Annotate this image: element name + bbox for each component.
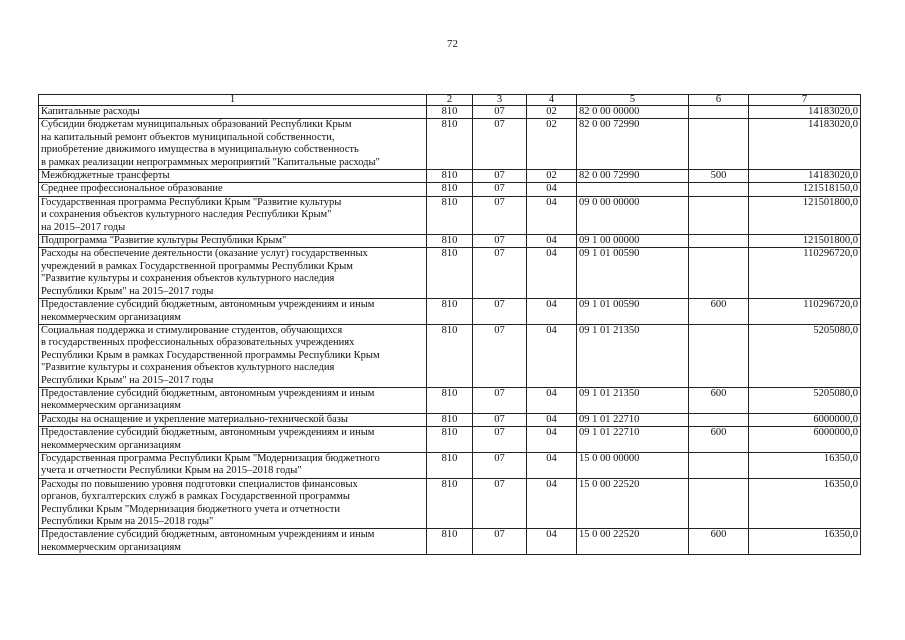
row-description	[39, 299, 427, 325]
ministry-code: 810	[427, 299, 473, 325]
amount-value: 121501800,0	[749, 196, 861, 234]
row-description-line: в государственных профессиональных образовательных учреждениях	[41, 337, 355, 349]
amount-value: 16350,0	[749, 478, 861, 529]
row-description-line: Предоставление субсидий бюджетным, автономным учреждениям и иным	[41, 529, 375, 541]
row-description-line: Предоставление субсидий бюджетным, автономным учреждениям и иным	[41, 387, 375, 399]
expense-type-code	[689, 106, 749, 119]
expense-type-code	[689, 196, 749, 234]
expense-type-code	[689, 235, 749, 248]
expense-type-code: 500	[689, 170, 749, 183]
table-row	[39, 427, 861, 453]
expense-type-code	[689, 413, 749, 426]
table-row	[39, 235, 861, 248]
row-description	[39, 170, 427, 183]
row-description	[39, 478, 427, 529]
amount-value: 14183020,0	[749, 106, 861, 119]
table-row	[39, 324, 861, 387]
table-row	[39, 387, 861, 413]
expense-type-code: 600	[689, 387, 749, 413]
target-article-code: 09 0 00 00000	[577, 196, 689, 234]
amount-value: 16350,0	[749, 529, 861, 555]
row-description-line: Республики Крым" на 2015–2017 годы	[41, 285, 214, 297]
subsection-code: 04	[527, 235, 577, 248]
row-description	[39, 452, 427, 478]
target-article-code: 09 1 01 21350	[577, 387, 689, 413]
target-article-code: 09 1 01 22710	[577, 427, 689, 453]
expense-type-code	[689, 183, 749, 196]
table-row	[39, 413, 861, 426]
amount-value: 14183020,0	[749, 119, 861, 170]
subsection-code: 04	[527, 183, 577, 196]
section-code: 07	[473, 119, 527, 170]
row-description	[39, 196, 427, 234]
ministry-code: 810	[427, 235, 473, 248]
row-description-line: Социальная поддержка и стимулирование студентов, обучающихся	[41, 324, 343, 336]
amount-value: 121501800,0	[749, 235, 861, 248]
amount-value: 14183020,0	[749, 170, 861, 183]
amount-value: 6000000,0	[749, 413, 861, 426]
header-cell: 4	[527, 95, 577, 106]
ministry-code: 810	[427, 452, 473, 478]
table-header-row	[39, 95, 861, 106]
row-description-line: и сохранения объектов культурного наследия Республики Крым"	[41, 209, 332, 221]
row-description-line: Субсидии бюджетам муниципальных образований Республики Крым	[41, 119, 352, 131]
target-article-code: 09 1 01 21350	[577, 324, 689, 387]
row-description-line: учреждений в рамках Государственной программы Республики Крым	[41, 260, 353, 272]
header-cell: 7	[749, 95, 861, 106]
row-description-line: на капитальный ремонт объектов муниципальной собственности,	[41, 131, 335, 143]
section-code: 07	[473, 478, 527, 529]
amount-value: 121518150,0	[749, 183, 861, 196]
table-row	[39, 248, 861, 299]
row-description-line: некоммерческим организациям	[41, 541, 181, 553]
ministry-code: 810	[427, 183, 473, 196]
row-description	[39, 387, 427, 413]
row-description-line: учета и отчетности Республики Крым на 2015–2018 годы"	[41, 465, 302, 477]
target-article-code: 15 0 00 22520	[577, 529, 689, 555]
row-description-line: органов, бухгалтерских служб в рамках Государственной программы	[41, 491, 350, 503]
amount-value: 110296720,0	[749, 299, 861, 325]
target-article-code: 82 0 00 00000	[577, 106, 689, 119]
table-row	[39, 196, 861, 234]
table-row	[39, 452, 861, 478]
table-row	[39, 119, 861, 170]
table-row	[39, 529, 861, 555]
section-code: 07	[473, 324, 527, 387]
table-row	[39, 478, 861, 529]
row-description-line: Межбюджетные трансферты	[41, 170, 170, 182]
amount-value: 16350,0	[749, 452, 861, 478]
row-description	[39, 324, 427, 387]
row-description-line: некоммерческим организациям	[41, 311, 181, 323]
section-code: 07	[473, 196, 527, 234]
expense-type-code: 600	[689, 427, 749, 453]
row-description	[39, 427, 427, 453]
expense-type-code: 600	[689, 299, 749, 325]
subsection-code: 04	[527, 427, 577, 453]
subsection-code: 04	[527, 413, 577, 426]
row-description-line: в рамках реализации непрограммных мероприятий "Капитальные расходы"	[41, 156, 380, 168]
row-description-line: Предоставление субсидий бюджетным, автономным учреждениям и иным	[41, 299, 375, 311]
row-description-line: Расходы на оснащение и укрепление материально-технической базы	[41, 413, 348, 425]
target-article-code: 09 1 01 00590	[577, 299, 689, 325]
header-cell: 2	[427, 95, 473, 106]
page-number: 72	[447, 38, 458, 50]
ministry-code: 810	[427, 427, 473, 453]
subsection-code: 04	[527, 248, 577, 299]
header-cell: 3	[473, 95, 527, 106]
row-description-line: приобретение движимого имущества в муниципальную собственность	[41, 144, 359, 156]
row-description-line: некоммерческим организациям	[41, 400, 181, 412]
table-row	[39, 170, 861, 183]
target-article-code: 82 0 00 72990	[577, 119, 689, 170]
row-description-line: Республики Крым" на 2015–2017 годы	[41, 374, 214, 386]
row-description	[39, 119, 427, 170]
subsection-code: 04	[527, 478, 577, 529]
ministry-code: 810	[427, 387, 473, 413]
ministry-code: 810	[427, 106, 473, 119]
row-description-line: на 2015–2017 годы	[41, 221, 126, 233]
ministry-code: 810	[427, 196, 473, 234]
header-cell: 5	[577, 95, 689, 106]
expense-type-code	[689, 324, 749, 387]
amount-value: 5205080,0	[749, 324, 861, 387]
expense-type-code	[689, 452, 749, 478]
subsection-code: 04	[527, 452, 577, 478]
section-code: 07	[473, 106, 527, 119]
amount-value: 6000000,0	[749, 427, 861, 453]
section-code: 07	[473, 183, 527, 196]
expense-type-code	[689, 119, 749, 170]
budget-table	[38, 94, 861, 555]
section-code: 07	[473, 235, 527, 248]
target-article-code: 15 0 00 00000	[577, 452, 689, 478]
target-article-code: 82 0 00 72990	[577, 170, 689, 183]
row-description	[39, 106, 427, 119]
section-code: 07	[473, 248, 527, 299]
row-description-line: Республики Крым в рамках Государственной программы Республики Крым	[41, 349, 380, 361]
target-article-code	[577, 183, 689, 196]
ministry-code: 810	[427, 170, 473, 183]
ministry-code: 810	[427, 324, 473, 387]
subsection-code: 04	[527, 324, 577, 387]
ministry-code: 810	[427, 248, 473, 299]
subsection-code: 02	[527, 119, 577, 170]
ministry-code: 810	[427, 413, 473, 426]
subsection-code: 04	[527, 529, 577, 555]
row-description	[39, 248, 427, 299]
amount-value: 110296720,0	[749, 248, 861, 299]
ministry-code: 810	[427, 119, 473, 170]
header-cell: 1	[39, 95, 427, 106]
row-description-line: Расходы по повышению уровня подготовки специалистов финансовых	[41, 478, 358, 490]
section-code: 07	[473, 427, 527, 453]
row-description-line: Среднее профессиональное образование	[41, 183, 223, 195]
row-description	[39, 413, 427, 426]
section-code: 07	[473, 413, 527, 426]
target-article-code: 09 1 01 00590	[577, 248, 689, 299]
row-description	[39, 235, 427, 248]
row-description	[39, 183, 427, 196]
subsection-code: 04	[527, 299, 577, 325]
section-code: 07	[473, 452, 527, 478]
subsection-code: 02	[527, 170, 577, 183]
expense-type-code: 600	[689, 529, 749, 555]
subsection-code: 04	[527, 196, 577, 234]
row-description-line: Государственная программа Республики Крым "Развитие культуры	[41, 196, 342, 208]
row-description-line: "Развитие культуры и сохранения объектов культурного наследия	[41, 362, 335, 374]
target-article-code: 15 0 00 22520	[577, 478, 689, 529]
section-code: 07	[473, 170, 527, 183]
row-description-line: Капитальные расходы	[41, 106, 140, 117]
target-article-code: 09 1 01 22710	[577, 413, 689, 426]
header-cell: 6	[689, 95, 749, 106]
subsection-code: 02	[527, 106, 577, 119]
row-description-line: Расходы на обеспечение деятельности (оказание услуг) государственных	[41, 248, 368, 260]
section-code: 07	[473, 387, 527, 413]
row-description-line: Республики Крым на 2015–2018 годы"	[41, 516, 214, 527]
expense-type-code	[689, 478, 749, 529]
target-article-code: 09 1 00 00000	[577, 235, 689, 248]
section-code: 07	[473, 529, 527, 555]
row-description-line: Государственная программа Республики Крым "Модернизация бюджетного	[41, 452, 380, 464]
table-row	[39, 299, 861, 325]
row-description-line: некоммерческим организациям	[41, 439, 181, 451]
table-row	[39, 106, 861, 119]
expense-type-code	[689, 248, 749, 299]
row-description-line: Республики Крым "Модернизация бюджетного учета и отчетности	[41, 503, 340, 515]
ministry-code: 810	[427, 478, 473, 529]
amount-value: 5205080,0	[749, 387, 861, 413]
section-code: 07	[473, 299, 527, 325]
row-description	[39, 529, 427, 555]
row-description-line: "Развитие культуры и сохранения объектов культурного наследия	[41, 273, 335, 285]
ministry-code: 810	[427, 529, 473, 555]
subsection-code: 04	[527, 387, 577, 413]
row-description-line: Предоставление субсидий бюджетным, автономным учреждениям и иным	[41, 427, 375, 439]
table-row	[39, 183, 861, 196]
row-description-line: Подпрограмма "Развитие культуры Республики Крым"	[41, 235, 287, 247]
